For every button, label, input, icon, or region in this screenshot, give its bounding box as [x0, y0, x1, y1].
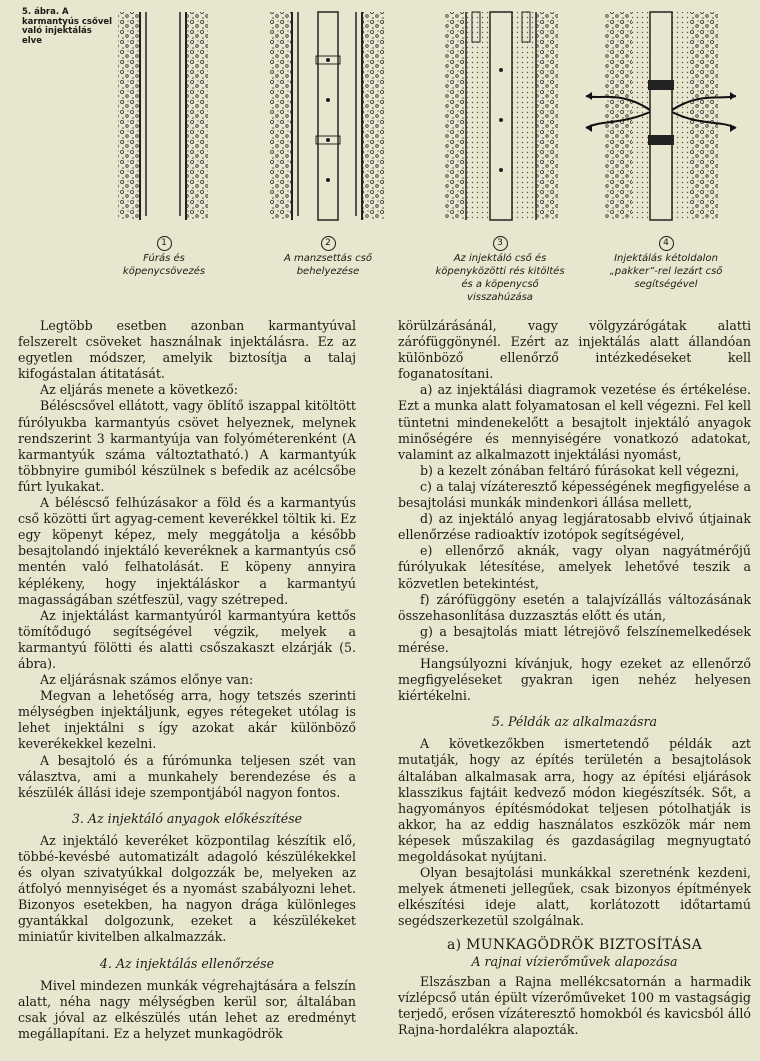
list-item: a) az injektálási diagramok vezetése és értékelése. Ezt a munka alatt folyamatosan el kell végezni. Fel kell tüntetni mindenekelőtt a besajtolt injektáló anyagok minőségére és mennyiségére vonatkozó adatokat, valamint az alkalmazott injektálási nyomást, — [398, 382, 751, 462]
panel-4-number: 4 — [659, 236, 674, 251]
panel-2-caption — [272, 236, 384, 278]
chapter-heading: a) MUNKAGÖDRÖK BIZTOSÍTÁSA — [446, 937, 703, 954]
paragraph: Megvan a lehetőség arra, hogy tetszés szerinti mélységben injektáljunk, egyes rétegeket utólag is lehet injektálni s így azokat akár különböző keverékekkel kezelni. — [18, 688, 356, 752]
list-item: g) a besajtolás miatt létrejövő felszínemelkedések mérése. — [398, 623, 751, 655]
paragraph: A béléscső felhúzásakor a föld és a karmantyús cső közötti űrt agyag-cement keverékkel töltik ki. Ez egy köpenyt képez, mely meggátolja a később besajtolandó injektáló keveréknek a karmantyús cső mentén való felhatolását. E köpeny annyira képlékeny, hogy injektáláskor a karmantyú magasságában szétfeszül, vagy szétreped. — [18, 495, 356, 607]
paragraph: Az injektáló keveréket központilag készítik elő, többé-kevésbé automatizált adagoló készülékekkel és olyan szivatyúkkal dolgozzák be, melyeken az átfolyó mennyiséget és a nyomást szabályozni lehet. Bizonyos esetekben, ha nagyon drága különleges gyantákkal dolgozunk, ezeket a készülékeket miniatűr kivitelben alkalmazzák. — [18, 832, 356, 945]
panel-3-caption-text: Az injektáló cső és köpenyközötti rés kitöltés és a köpenycső visszahúzása — [435, 253, 565, 303]
paragraph: Olyan besajtolási munkákkal szeretnénk kezdeni, melyek átmeneti jellegűek, csak bizonyos építmények elkészítési ideje alatt, korlátozott időtartamú segédszerkezetül szolgálnak. — [398, 865, 751, 929]
panel-3-drawing — [444, 12, 558, 220]
subsection-heading: A rajnai vízierőművek alapozása — [471, 953, 678, 969]
list-item: c) a talaj vízáteresztő képességének megfigyelése a besajtolási munkák mindenkori állása mellett, — [398, 478, 751, 511]
section-heading: 4. Az injektálás ellenőrzése — [99, 955, 275, 971]
panel-2-caption-text: A manzsettás cső behelyezése — [283, 253, 373, 277]
paragraph: Hangsúlyozni kívánjuk, hogy ezeket az ellenőrző megfigyeléseket gyakran igen nehéz helyesen kiértékelni. — [398, 655, 751, 704]
panel-4-caption — [596, 236, 736, 291]
left-column — [18, 318, 356, 1042]
list-item: f) zárófüggöny esetén a talajvízállás változásának összehasonlítása duzzasztás előtt és után, — [398, 591, 751, 623]
panel-1-caption — [108, 236, 220, 278]
panel-4-drawing — [586, 12, 736, 220]
panel-3-number: 3 — [493, 236, 508, 251]
paragraph: Az injektálást karmantyúról karmantyúra kettős tömítődugó segítségével végzik, melyek a karmantyú fölötti és alatti csőszakaszt elzárják (5. ábra). — [18, 607, 356, 671]
figure-drawing — [0, 0, 760, 245]
paragraph: körülzárásánál, vagy völgyzárógátak alatti zárófüggönynél. Ezért az injektálás alatt állandóan különböző ellenőrző intézkedéseket kell foganatosítani. — [398, 318, 751, 382]
right-column — [398, 318, 751, 1038]
paragraph: A besajtoló és a fúrómunka teljesen szét van választva, ami a munkahely berendezése és a készülék állási ideje szempontjából nagyon fontos. — [18, 752, 356, 800]
section-heading: 5. Példák az alkalmazásra — [491, 714, 658, 730]
paragraph: Béléscsővel ellátott, vagy öblítő iszappal kitöltött fúrólyukba karmantyús csövet helyeznek, melynek rendszerint 3 karmantyúja van folyóméterenként (A karmantyúk száma változtatható.) A karmantyúk többnyire gumiból készülnek s befedik az acélcsőbe fúrt lyukakat. — [18, 398, 356, 494]
figure — [0, 0, 760, 315]
list-item: d) az injektáló anyag legjáratosabb elvivő útjainak ellenőrzése radioaktív izotópok segítségével, — [398, 511, 751, 543]
figure-title: 5. ábra. A karmantyús csővel való injektálás elve — [22, 7, 113, 46]
panel-1-number: 1 — [157, 236, 172, 251]
panel-2-drawing — [270, 12, 384, 220]
paragraph: Elszászban a Rajna mellékcsatornán a harmadik vízlépcső után épült vízerőműveket 100 m vastagságig terjedő, erősen vízáteresztő homokból és kavicsból álló Rajna-hordalékra alapozták. — [398, 973, 751, 1037]
panel-3-caption — [430, 236, 570, 304]
paragraph: A következőkben ismertetendő példák azt mutatják, hogy az építés területén a besajtolások általában alkalmasak arra, hogy az építési eljárások klasszikus fajtáit kedvező módon kiegészítsék. Sőt, a hagyományos építésmódokat teljesen pótolhatják is akkor, ha az eddig használatos eszközök már nem képesek műszakilag és gazdaságilag megnyugtató megoldásokat nyújtani. — [398, 736, 751, 864]
section-heading: 3. Az injektáló anyagok előkészítése — [71, 810, 303, 826]
list-item: b) a kezelt zónában feltáró fúrásokat kell végezni, — [420, 462, 740, 478]
panel-1-caption-text: Fúrás és köpenycsövezés — [122, 253, 206, 277]
panel-1-drawing — [118, 12, 208, 220]
paragraph: Mivel mindezen munkák végrehajtására a felszín alatt, néha nagy mélységben kerül sor, általában csak jóval az elkészülés után lehet az eredményt megállapítani. Ez a helyzet munkagödrök — [18, 977, 356, 1041]
paragraph: Legtöbb esetben azonban karmantyúval felszerelt csöveket használnak injektálásra. Ez az egyetlen módszer, amelyik biztosítja a talaj kifogástalan átitatását. — [18, 318, 356, 382]
paragraph: Az eljárásnak számos előnye van: — [40, 672, 254, 688]
panel-4-caption-text: Injektálás kétoldalon „pakker”-rel lezárt cső segítségével — [609, 253, 723, 290]
panel-2-number: 2 — [321, 236, 336, 251]
paragraph: Az eljárás menete a következő: — [40, 382, 238, 398]
list-item: e) ellenőrző aknák, vagy olyan nagyátmérőjű fúrólyukak létesítése, amelyek lehetővé teszik a közvetlen betekintést, — [398, 543, 751, 591]
